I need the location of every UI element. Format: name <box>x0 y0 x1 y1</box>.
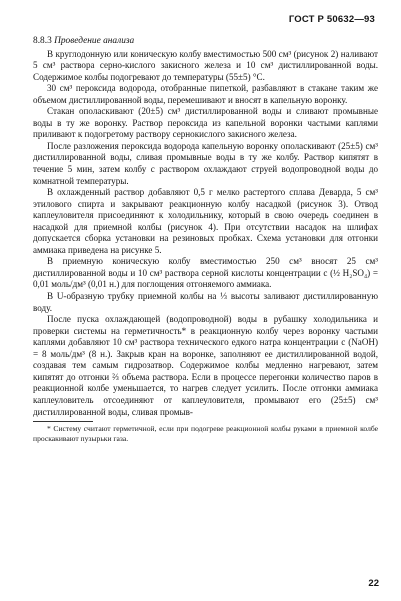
paragraph-5: В охлажденный раствор добавляют 0,5 г мелко растертого сплава Деварда, 5 см³ этилового спирта и закрывают реакционную колбу насадкой (рисунок 3). Отвод каплеуловителя присоединяют к холодильнику, который в свою очередь соединен в насадкой для приемной колбы (рисунок 4). При отсутствии насадок на шлифах допускается сборка установки на резиновых пробках. Схема установки для отгонки аммиака приведена на рисунке 5. <box>33 187 378 255</box>
page-number: 22 <box>368 578 379 589</box>
paragraph-4: После разложения пероксида водорода капельную воронку ополаскивают (25±5) см³ дистиллированной воды, сливая промывные воды в ту же колбу. Раствор кипятят в течение 5 мин, затем колбу с раствором охлаждают струей водопроводной воды до комнатной температуры. <box>33 140 378 186</box>
standard-code-header: ГОСТ Р 50632—93 <box>288 14 375 25</box>
page-content <box>33 36 378 443</box>
paragraph-2: 30 см³ пероксида водорода, отобранные пипеткой, разбавляют в стакане таким же объемом дистиллированной воды, перемешивают и вносят в капельную воронку. <box>33 83 378 105</box>
paragraph-7: В U-образную трубку приемной колбы на ⅓ высоты заливают дистиллированную воду. <box>33 291 378 313</box>
section-heading <box>33 36 378 48</box>
paragraph-3: Стакан ополаскивают (20±5) см³ дистиллированной воды и сливают промывные воды в ту же воронку. Раствор пероксида из капельной воронки частыми каплями приливают к подогретому раствору сернокислого закисного железа. <box>33 106 378 140</box>
footnote: * Систему считают герметичной, если при подогреве реакционной колбы руками в приемной колбе проскакивают пузырьки газа. <box>33 424 378 443</box>
paragraph-8: После пуска охлаждающей (водопроводной) воды в рубашку холодильника и проверки системы на герметичность* в реакционную колбу через воронку частыми каплями добавляют 10 см³ раствора технического едкого натра концентрации с (NaOH) = 8 моль/дм³ (8 н.). Закрыв кран на воронке, заполняют ее дистиллированной водой, создавая тем самым гидрозатвор. Содержимое колбы медленно нагревают, затем кипятят до отгонки ⅔ объема раствора. Если в процессе перегонки количество паров в реакционной колбе уменьшается, то нагрев следует усилить. После отгонки аммиака каплеуловитель отсоединяют от каплеуловителя, промывают его (25±5) см³ дистиллированной воды, сливая промыв- <box>33 314 378 417</box>
footnote-divider <box>33 421 93 422</box>
section-title: Проведение анализа <box>54 36 135 46</box>
section-number: 8.8.3 <box>33 36 52 46</box>
paragraph-1: В круглодонную или коническую колбу вместимостью 500 см³ (рисунок 2) наливают 5 см³ раствора серно-кислого закисного железа и 10 см³ дистиллированной воды. Содержимое колбы подогревают до температуры (55±5) °С. <box>33 48 378 82</box>
paragraph-6: В приемную коническую колбу вместимостью 250 см³ вносят 25 см³ дистиллированной воды и 10 см³ раствора серной кислоты концентрации с (½ H₂SO₄) = 0,01 моль/дм³ (0,01 н.) для поглощения отгоняемого аммиака. <box>33 256 378 290</box>
